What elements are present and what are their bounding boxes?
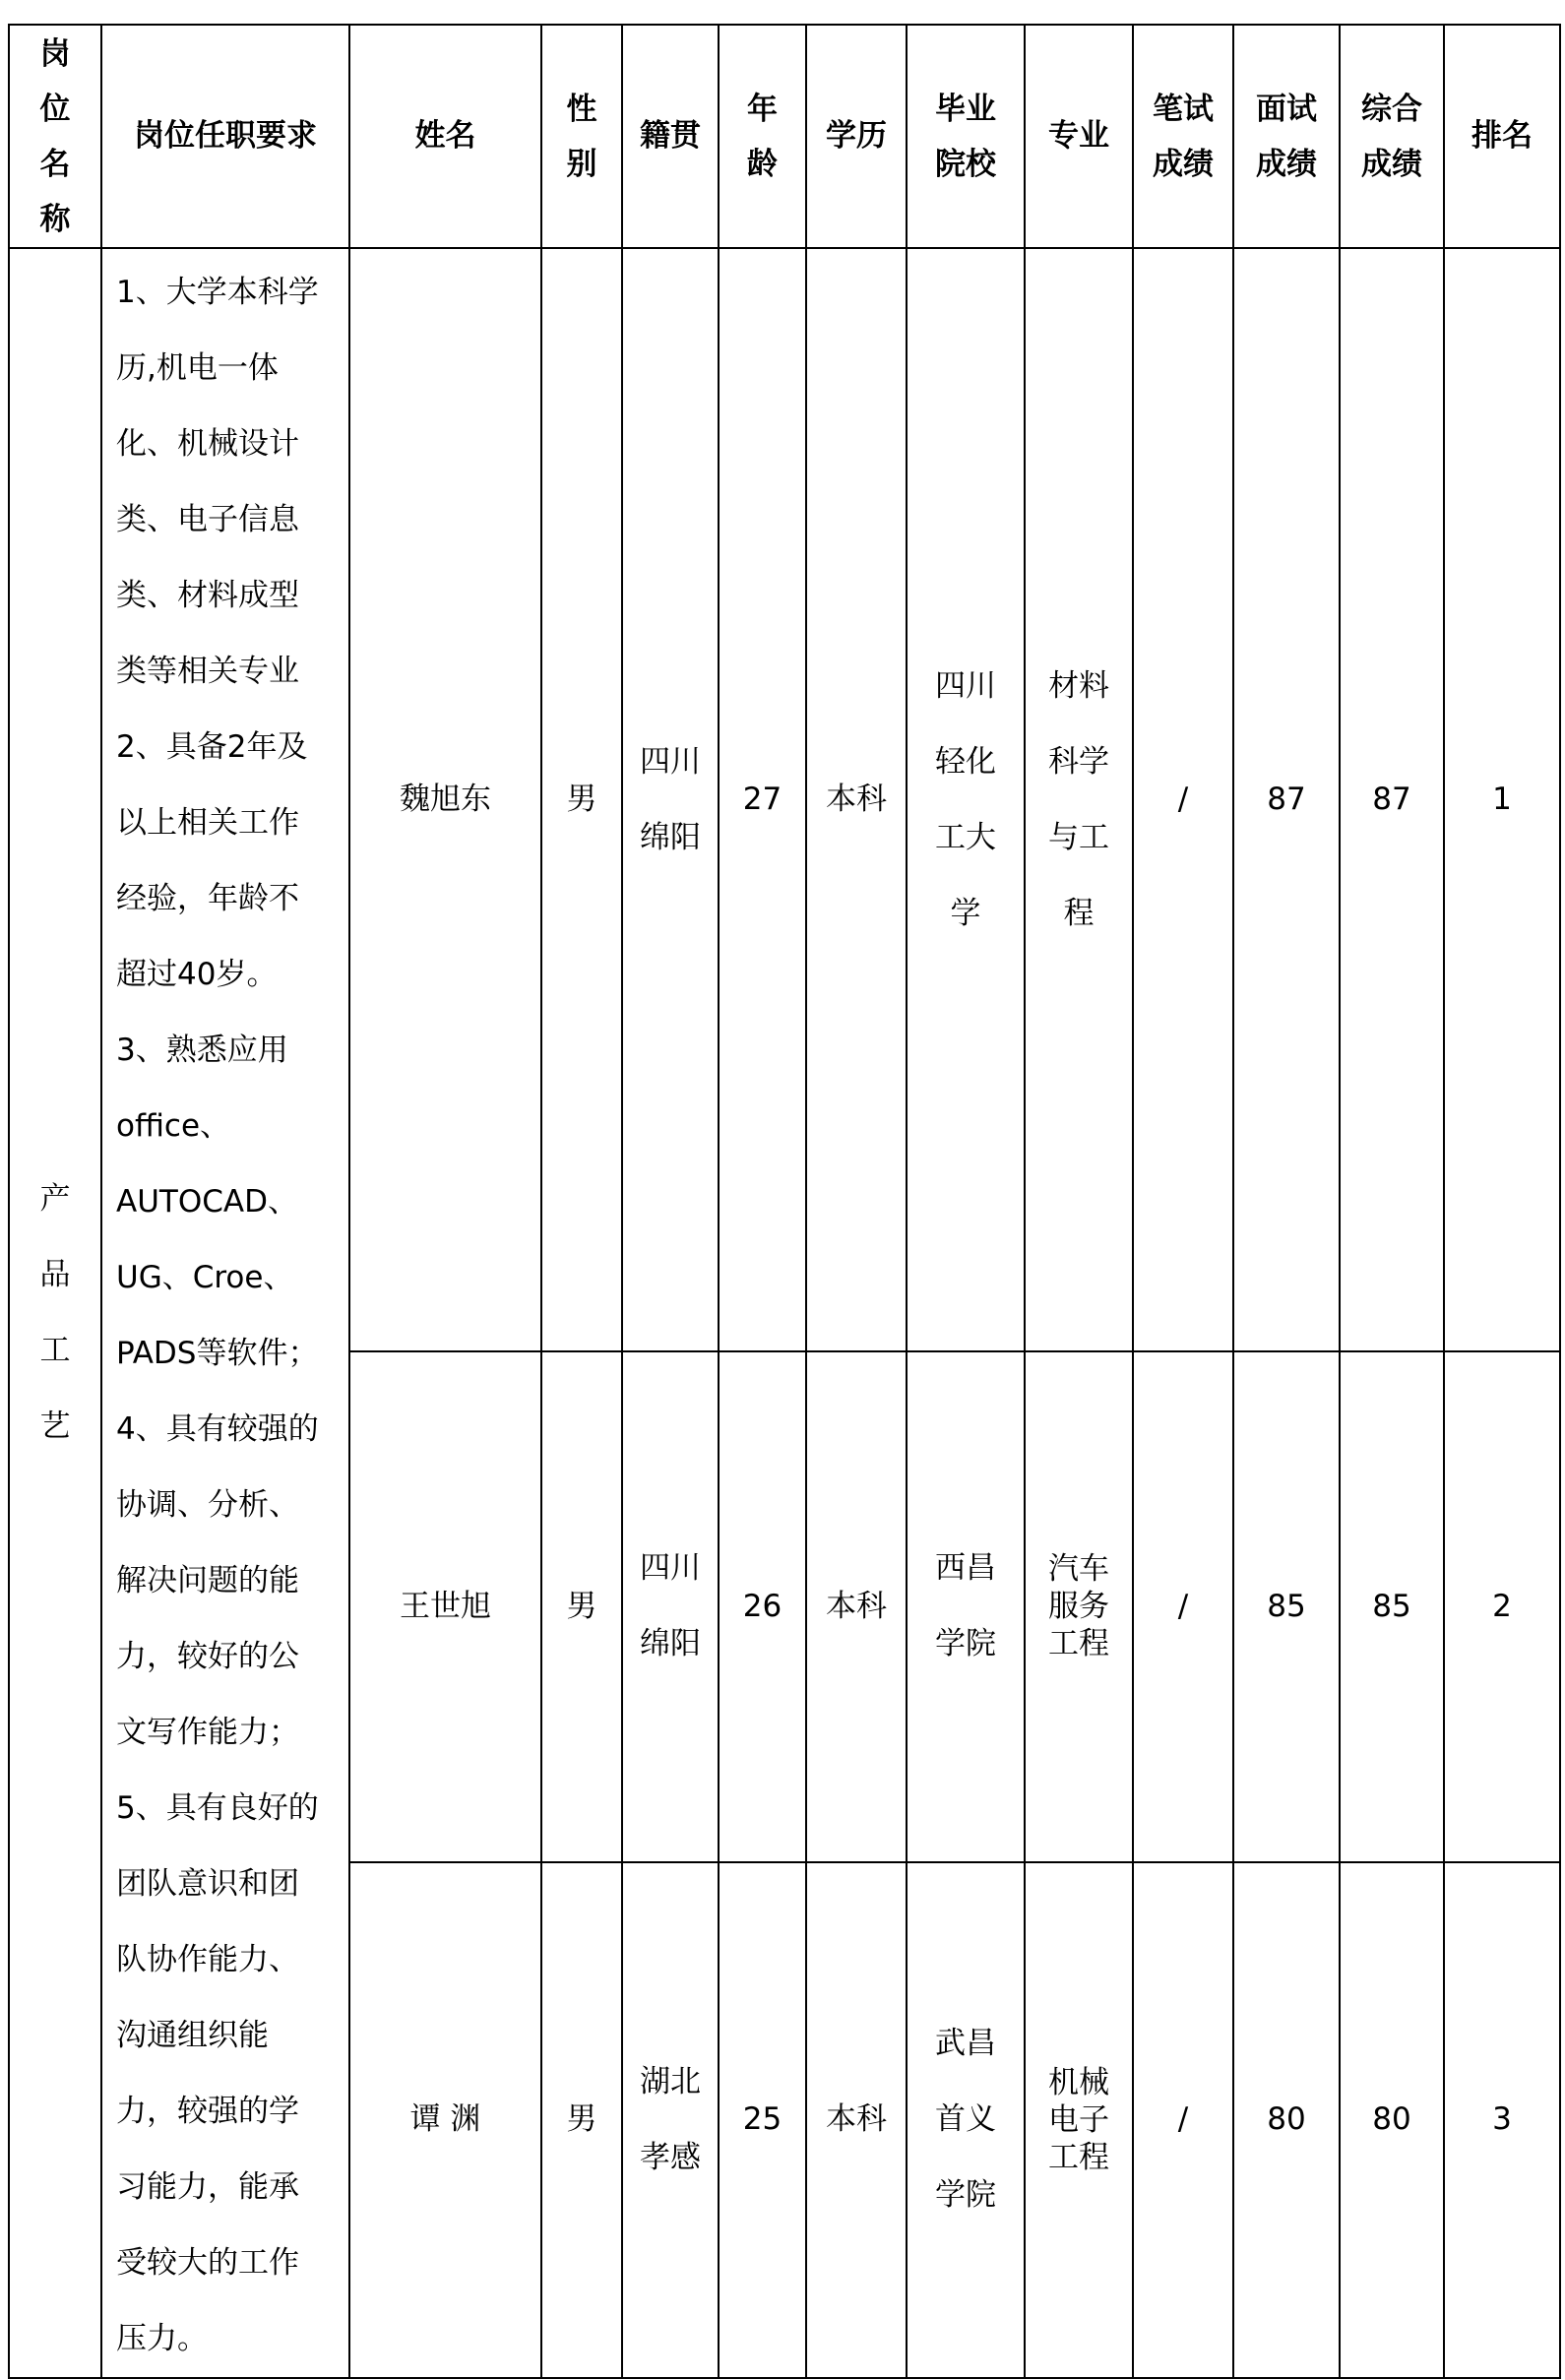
candidate-total-score: 85 bbox=[1340, 1351, 1444, 1861]
candidate-age: 25 bbox=[719, 1862, 806, 2379]
position-name-cell: 产 品 工 艺 bbox=[9, 248, 101, 2378]
header-total-score: 综合 成绩 bbox=[1340, 25, 1444, 248]
header-gender: 性 别 bbox=[541, 25, 622, 248]
requirement-line: 团队意识和团 bbox=[116, 1866, 299, 1902]
candidate-age: 27 bbox=[719, 248, 806, 1351]
header-origin: 籍贯 bbox=[622, 25, 719, 248]
requirement-line: 1、大学本科学 bbox=[116, 275, 319, 310]
requirement-line: 2、具备2年及 bbox=[116, 729, 308, 765]
requirement-line: 力，较强的学 bbox=[116, 2094, 299, 2129]
requirement-line: 5、具有良好的 bbox=[116, 1790, 319, 1826]
header-school: 毕业 院校 bbox=[907, 25, 1025, 248]
requirement-line: PADS等软件； bbox=[116, 1336, 319, 1371]
requirement-line: office、 bbox=[116, 1108, 231, 1144]
requirement-line: 压力。 bbox=[116, 2321, 208, 2356]
candidate-rank: 3 bbox=[1444, 1862, 1560, 2379]
candidate-gender: 男 bbox=[541, 1862, 622, 2379]
header-name: 姓名 bbox=[349, 25, 541, 248]
candidate-written-score: / bbox=[1133, 1351, 1233, 1861]
requirement-line: 队协作能力、 bbox=[116, 1942, 299, 1977]
candidate-gender: 男 bbox=[541, 248, 622, 1351]
header-age: 年 龄 bbox=[719, 25, 806, 248]
requirement-line: 化、机械设计 bbox=[116, 426, 299, 462]
candidate-school: 武昌 首义 学院 bbox=[907, 1862, 1025, 2379]
requirements-cell bbox=[101, 248, 349, 2378]
candidate-written-score: / bbox=[1133, 248, 1233, 1351]
candidate-rank: 2 bbox=[1444, 1351, 1560, 1861]
candidate-origin: 四川 绵阳 bbox=[622, 1351, 719, 1861]
candidate-total-score: 80 bbox=[1340, 1862, 1444, 2379]
header-education: 学历 bbox=[806, 25, 907, 248]
candidate-name: 谭 渊 bbox=[349, 1862, 541, 2379]
requirement-line: 类、电子信息 bbox=[116, 502, 299, 537]
header-position-name: 岗 位 名 称 bbox=[9, 25, 101, 248]
ranking-table bbox=[8, 24, 1561, 2379]
requirement-line: AUTOCAD、 bbox=[116, 1184, 298, 1220]
candidate-total-score: 87 bbox=[1340, 248, 1444, 1351]
requirement-line: 受较大的工作 bbox=[116, 2245, 299, 2281]
requirement-line: 文写作能力； bbox=[116, 1715, 299, 1750]
requirement-line: 历,机电一体 bbox=[116, 350, 279, 386]
header-interview-score: 面试 成绩 bbox=[1233, 25, 1340, 248]
candidate-major: 机械 电子 工程 bbox=[1025, 1862, 1133, 2379]
candidate-interview-score: 85 bbox=[1233, 1351, 1340, 1861]
header-rank: 排名 bbox=[1444, 25, 1560, 248]
header-written-score: 笔试 成绩 bbox=[1133, 25, 1233, 248]
requirement-line: 3、熟悉应用 bbox=[116, 1033, 288, 1068]
requirement-line: 沟通组织能 bbox=[116, 2018, 269, 2053]
requirement-line: 4、具有较强的 bbox=[116, 1411, 319, 1447]
requirement-line: 经验，年龄不 bbox=[116, 881, 299, 916]
candidate-name: 魏旭东 bbox=[349, 248, 541, 1351]
candidate-origin: 湖北 孝感 bbox=[622, 1862, 719, 2379]
candidate-education: 本科 bbox=[806, 248, 907, 1351]
candidate-origin: 四川 绵阳 bbox=[622, 248, 719, 1351]
header-major: 专业 bbox=[1025, 25, 1133, 248]
candidate-education: 本科 bbox=[806, 1351, 907, 1861]
requirement-line: 协调、分析、 bbox=[116, 1487, 299, 1523]
candidate-interview-score: 80 bbox=[1233, 1862, 1340, 2379]
requirement-line: 以上相关工作 bbox=[116, 805, 299, 841]
header-requirements: 岗位任职要求 bbox=[101, 25, 349, 248]
candidate-age: 26 bbox=[719, 1351, 806, 1861]
requirement-line: 类、材料成型 bbox=[116, 578, 299, 613]
candidate-school: 四川 轻化 工大 学 bbox=[907, 248, 1025, 1351]
candidate-major: 材料 科学 与工 程 bbox=[1025, 248, 1133, 1351]
requirement-line: 类等相关专业 bbox=[116, 654, 299, 689]
candidate-name: 王世旭 bbox=[349, 1351, 541, 1861]
candidate-gender: 男 bbox=[541, 1351, 622, 1861]
requirement-line: 超过40岁。 bbox=[116, 957, 278, 992]
header-row bbox=[9, 25, 1560, 248]
candidate-interview-score: 87 bbox=[1233, 248, 1340, 1351]
requirement-line: 解决问题的能 bbox=[116, 1563, 299, 1598]
candidate-education: 本科 bbox=[806, 1862, 907, 2379]
candidate-written-score: / bbox=[1133, 1862, 1233, 2379]
candidate-rank: 1 bbox=[1444, 248, 1560, 1351]
table-row bbox=[9, 248, 1560, 1351]
requirement-line: 力，较好的公 bbox=[116, 1639, 299, 1674]
requirement-line: UG、Croe、 bbox=[116, 1260, 294, 1295]
candidate-school: 西昌 学院 bbox=[907, 1351, 1025, 1861]
candidate-major: 汽车 服务 工程 bbox=[1025, 1351, 1133, 1861]
requirement-line: 习能力，能承 bbox=[116, 2169, 299, 2205]
